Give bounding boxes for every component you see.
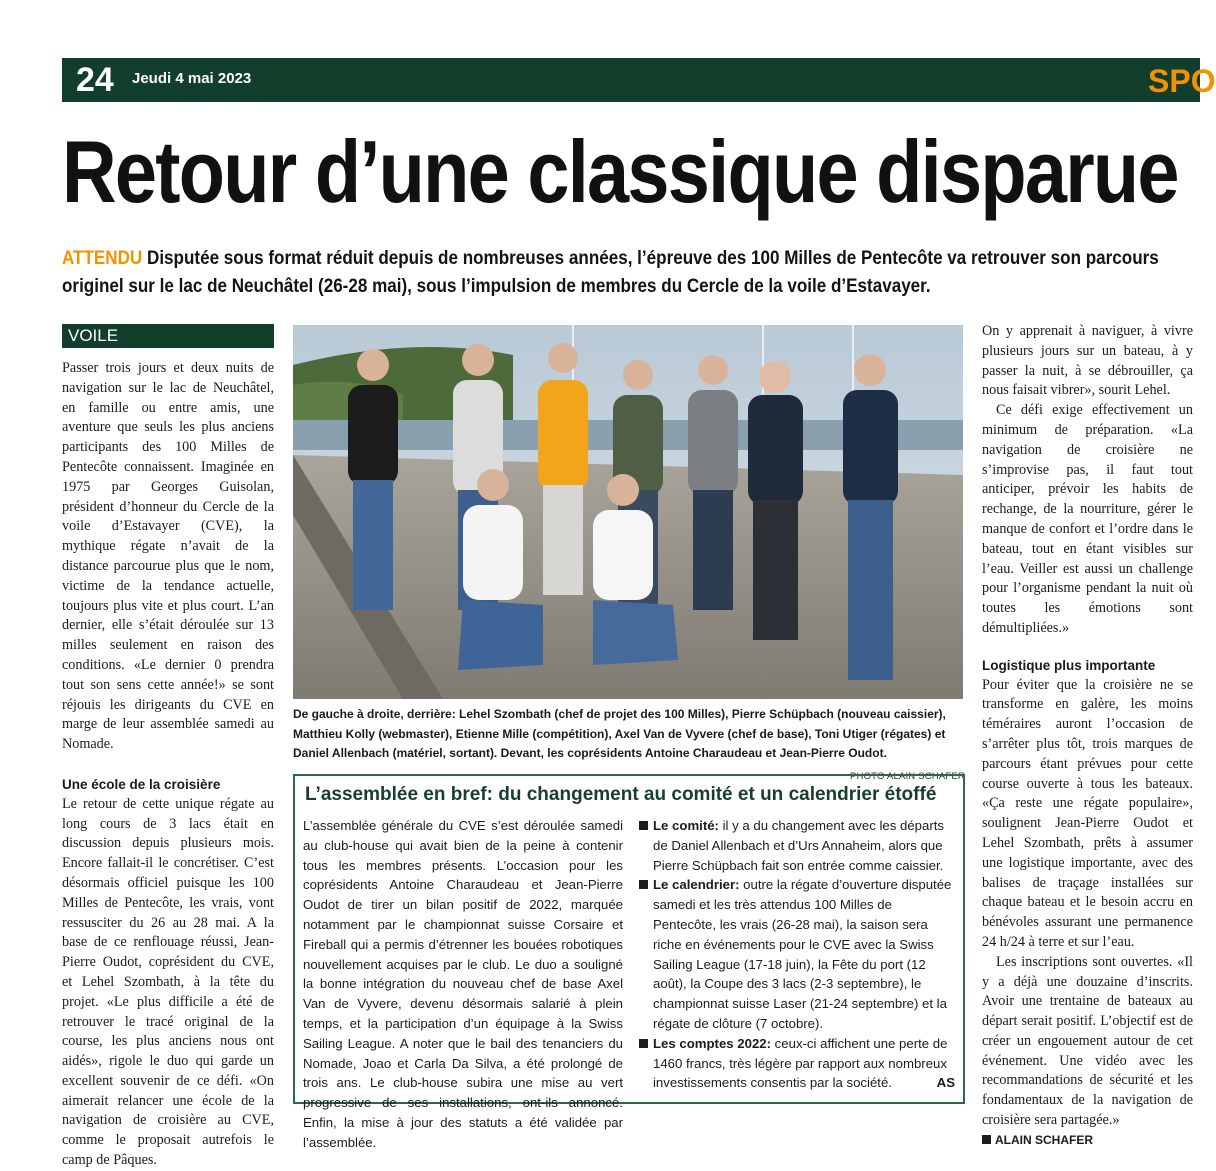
brief-item-label: Le calendrier: — [653, 877, 740, 893]
right-column — [982, 322, 1193, 1149]
group-photo — [293, 325, 963, 699]
brief-item-label: Les comptes 2022: — [653, 1035, 772, 1051]
brief-item-text: ceux-ci affichent une perte de 1460 francs, très légère par rapport aux nombreux investissements consentis par la société. — [653, 1035, 948, 1091]
brief-item — [639, 816, 955, 875]
brief-item — [639, 1034, 955, 1093]
page-header — [62, 58, 1216, 102]
lead-text: Disputée sous format réduit depuis de nombreuses années, l’épreuve des 100 Milles de Pentecôte va retrouver son parcours originel sur le lac de Neuchâtel (26-28 mai), sous l’impulsion de membres du Cercle de la voile d’Estavayer. — [62, 247, 1159, 297]
body-paragraph: Le retour de cette unique régate au long cours de 3 lacs était en discussion depuis plusieurs mois. Encore fallait-il le concrétiser. C’est désormais officiel puisque les 100 Milles de Pentecôte, les vrais, vont ressusciter du 26 au 28 mai. A la base de ce renflouage réussi, Jean-Pierre Oudot, coprésident du CVE, et Lehel Szombath, à la tête du projet. «Le plus difficile a été de retrouver le tracé original de la course, les plus anciens nous ont aidés», rigole le duo qui garde un excellent souvenir de ce défi. «On aimerait relancer une école de la navigation de croisière au CVE, comme le proposait autrefois le camp de Pâques. — [62, 795, 274, 1169]
issue-date: Jeudi 4 mai 2023 — [132, 70, 252, 87]
body-paragraph: Pour éviter que la croisière ne se transforme en galère, les moins téméraires auront l’occasion de s’arrêter plus tôt, trois marques de parcours étant prévues pour cette course ouverte à tous les bateaux. «Ça reste une régate populaire», soulignent Jean-Pierre Oudot et Lehel Szombath, prêts à assumer une logistique importante, avec des balises de traçage installées sur chaque bateau et le besoin accru en bénévoles assurant une permanence 24 h/24 à terre et sur l’eau. — [982, 676, 1193, 950]
box-title: L’assemblée en bref: du changement au comité et un calendrier étoffé — [305, 784, 937, 805]
lead-paragraph — [62, 244, 1182, 300]
group-photo-illustration — [293, 325, 963, 699]
box-column-left — [303, 816, 623, 1153]
subheading: Une école de la croisière — [62, 776, 221, 792]
body-paragraph: Passer trois jours et deux nuits de navigation sur le lac de Neuchâtel, en famille ou entre amis, une aventure que seuls les plus anciens participants des 100 Milles de Pentecôte connaissent. Imaginée en 1975 par Georges Guisolan, président d’honneur du Cercle de la voile d’Estavayer (CVE), la mythique régate n’avait de la distance parcourue plus que le nom, victime de la tendance actuelle, toujours plus vite et plus court. L’an dernier, elle s’était déroulée sur 13 milles seulement en raison des conditions. «Le dernier 0 prendra tout son sens cette année!» se sont réjouis les dirigeants du CVE en marge de leur assemblée samedi au Nomade. — [62, 360, 274, 753]
body-paragraph: On y apprenait à naviguer, à vivre plusieurs jours sur un bateau, à y passer la nuit, à se débrouiller, ça nous faisait vibrer», sourit Lehel. — [982, 323, 1193, 399]
box-intro: L’assemblée générale du CVE s’est déroulée samedi au club-house qui avait bien de la peine à contenir tous les membres présents. L’occasion pour les coprésidents Antoine Charaudeau et Jean-Pierre Oudot de tirer un bilan positif de 2022, marquée notamment par le championnat suisse Corsaire et Fireball qui a permis d’étrenner les bouées robotiques nouvellement acquises par le club. Le duo a souligné la bonne intégration du nouveau chef de base Axel Van de Vyvere, devenu désormais salarié à plein temps, et la participation d’un équipage à la Swiss Sailing League. A noter que le bail des tenanciers du Nomade, Joao et Carla Da Silva, a été prolongé de trois ans. Le club-house subira une mise au vert progressive de ses installations, ont-ils annoncé. Enfin, la mise à jour des statuts a été validée par l’assemblée. — [303, 818, 623, 1150]
headline: Retour d’une classique disparue — [62, 122, 1178, 221]
rubric-label: VOILE — [62, 324, 274, 348]
box-column-right — [639, 816, 955, 1093]
brief-item-text: il y a du changement avec les départs de Daniel Allenbach et d’Urs Annaheim, alors que Pierre Schüpbach fait son entrée comme caissier. — [653, 818, 945, 873]
byline — [982, 1131, 1193, 1149]
author-name: ALAIN SCHAFER — [995, 1132, 1093, 1147]
brief-item-label: Le comité: — [653, 818, 719, 833]
caption-text: De gauche à droite, derrière: Lehel Szombath (chef de projet des 100 Milles), Pierre Schüpbach (nouveau caissier), Matthieu Kolly (webmaster), Etienne Mille (compétition), Axel Van de Vyvere (chef de base), Toni Utiger (régates) et Daniel Allenbach (matériel, sortant). Devant, les coprésidents Antoine Charaudeau et Jean-Pierre Oudot. — [293, 707, 946, 760]
body-paragraph: Ce défi exige effectivement un minimum de préparation. «La navigation de croisière ne s’improvise pas, il faut tout anticiper, prévoir les habits de rechange, de la nourriture, gérer le manque de confort et l’ordre dans le bateau, tout en étant visibles sur l’eau. Veiller est aussi un challenge pour l’organisme pendant la nuit où toutes les émotions sont démultipliées.» — [982, 402, 1193, 636]
brief-item-text: outre la régate d’ouverture disputée samedi et les très attendus 100 Milles de Pentecôte, les vrais (26-28 mai), la saison sera riche en événements pour le CVE avec la Swiss Sailing League (17-18 juin), la Fête du port (12 août), la Coupe des 3 lacs (2-3 septembre), le championnat suisse Laser (21-24 septembre) et la régate de clôture (7 octobre). — [653, 877, 952, 1031]
subheading: Logistique plus importante — [982, 657, 1156, 673]
news-brief-box — [293, 774, 965, 1150]
body-paragraph: Les inscriptions sont ouvertes. «Il y a déjà une douzaine d’inscrits. Avoir une trentaine de bateaux au départ serait positif. L’objectif est de créer un engouement autour de cet événement. Une vidéo avec les recommandations de sécurité et les fondamentaux de la navigation de croisière sera partagée.» — [982, 953, 1193, 1129]
photo-credit: PHOTO ALAIN SCHAFER — [849, 770, 965, 782]
brief-item — [639, 875, 955, 1033]
square-bullet-icon — [982, 1135, 991, 1144]
page-number: 24 — [76, 61, 114, 99]
box-signature: AS — [936, 1075, 955, 1091]
lead-kicker: ATTENDU — [62, 247, 143, 269]
section-title: SPO — [1148, 63, 1216, 99]
left-column — [62, 359, 274, 1171]
